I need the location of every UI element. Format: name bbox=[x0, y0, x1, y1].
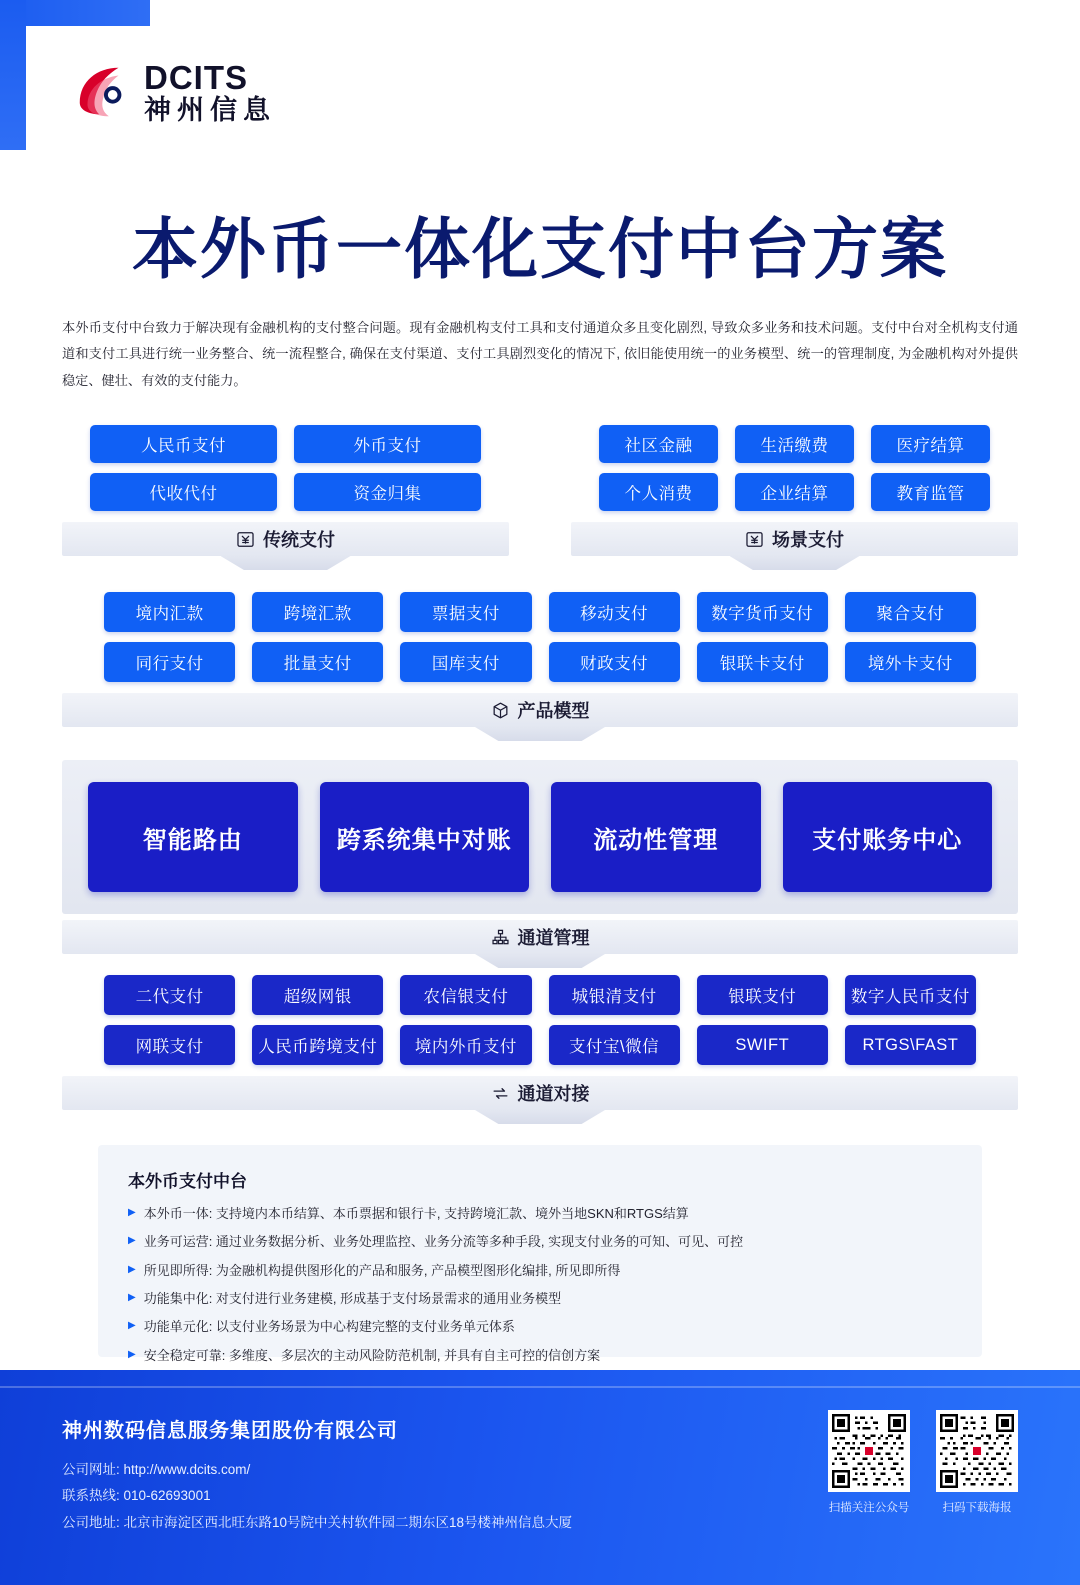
brand-name-en: DCITS bbox=[144, 59, 248, 97]
shelf-scenario bbox=[571, 522, 1018, 570]
info-item-text: 功能集中化: 对支付进行业务建模, 形成基于支付场景需求的通用业务模型 bbox=[143, 1291, 562, 1307]
bullet-arrow-icon: ▶ bbox=[128, 1235, 136, 1247]
footer-company-name: 神州数码信息服务集团股份有限公司 bbox=[62, 1420, 398, 1442]
group-traditional-payment bbox=[62, 425, 509, 570]
group-scenario-payment bbox=[571, 425, 1018, 570]
qr-caption-poster: 扫码下载海报 bbox=[942, 1502, 1012, 1514]
chip-docking-0[interactable]: 二代支付 bbox=[104, 975, 235, 1015]
info-item bbox=[128, 1205, 952, 1224]
footer-address: 公司地址: 北京市海淀区西北旺东路10号院中关村软件园二期东区18号楼神州信息大厦 bbox=[62, 1514, 573, 1530]
chip-docking-1[interactable]: 超级网银 bbox=[252, 975, 383, 1015]
chip-traditional-1[interactable]: 外币支付 bbox=[294, 425, 481, 463]
info-item-text: 业务可运营: 通过业务数据分析、业务处理监控、业务分流等多种手段, 实现支付业务的可知、可见、可控 bbox=[143, 1234, 744, 1250]
chip-docking-3[interactable]: 城银清支付 bbox=[549, 975, 680, 1015]
chip-docking-5[interactable]: 数字人民币支付 bbox=[845, 975, 976, 1015]
bullet-arrow-icon: ▶ bbox=[128, 1263, 136, 1275]
bullet-arrow-icon: ▶ bbox=[128, 1207, 136, 1218]
footer-contact-block bbox=[62, 1414, 572, 1536]
core-platform-band bbox=[62, 760, 1018, 914]
info-item bbox=[128, 1290, 952, 1309]
core-card-3[interactable]: 支付账务中心 bbox=[783, 782, 993, 892]
chip-product-9[interactable]: 财政支付 bbox=[549, 642, 680, 682]
shelf-text-channel-management: 通道管理 bbox=[517, 928, 590, 948]
shelf-chevron bbox=[475, 954, 605, 968]
chip-scenario-3[interactable]: 个人消费 bbox=[599, 473, 718, 511]
chip-product-11[interactable]: 境外卡支付 bbox=[845, 642, 976, 682]
chip-docking-2[interactable]: 农信银支付 bbox=[400, 975, 531, 1015]
chip-traditional-0[interactable]: 人民币支付 bbox=[90, 425, 277, 463]
chip-scenario-2[interactable]: 医疗结算 bbox=[871, 425, 990, 463]
shelf-text-channel-docking: 通道对接 bbox=[517, 1084, 590, 1104]
chip-docking-9[interactable]: 支付宝\微信 bbox=[549, 1025, 680, 1065]
yen-badge-icon bbox=[236, 530, 255, 549]
shelf-chevron bbox=[730, 556, 860, 570]
info-box bbox=[98, 1145, 982, 1363]
shelf-label-traditional bbox=[62, 522, 509, 556]
chip-scenario-1[interactable]: 生活缴费 bbox=[735, 425, 854, 463]
chip-docking-11[interactable]: RTGS\FAST bbox=[845, 1025, 976, 1065]
chip-product-10[interactable]: 银联卡支付 bbox=[697, 642, 828, 682]
chip-product-8[interactable]: 国库支付 bbox=[400, 642, 531, 682]
core-card-0[interactable]: 智能路由 bbox=[88, 782, 298, 892]
chip-product-4[interactable]: 数字货币支付 bbox=[697, 592, 828, 632]
chip-product-5[interactable]: 聚合支付 bbox=[845, 592, 976, 632]
chip-traditional-3[interactable]: 资金归集 bbox=[294, 473, 481, 511]
qr-item-wechat bbox=[828, 1410, 910, 1515]
info-item bbox=[128, 1347, 952, 1366]
cube-icon bbox=[491, 701, 510, 720]
chip-product-6[interactable]: 同行支付 bbox=[104, 642, 235, 682]
core-card-1[interactable]: 跨系统集中对账 bbox=[320, 782, 530, 892]
shelf-label-scenario bbox=[571, 522, 1018, 556]
chip-docking-10[interactable]: SWIFT bbox=[697, 1025, 828, 1065]
info-box-title: 本外币支付中台 bbox=[128, 1172, 247, 1191]
info-item bbox=[128, 1233, 952, 1252]
shelf-label-channel-management bbox=[62, 920, 1018, 954]
shelf-text-product-model: 产品模型 bbox=[517, 701, 590, 721]
info-item-text: 所见即所得: 为金融机构提供图形化的产品和服务, 产品模型图形化编排, 所见即所得 bbox=[143, 1262, 621, 1278]
chip-scenario-4[interactable]: 企业结算 bbox=[735, 473, 854, 511]
info-item bbox=[128, 1262, 952, 1281]
channel-docking-chip-grid bbox=[62, 975, 1018, 1065]
info-item-text: 功能单元化: 以支付业务场景为中心构建完整的支付业务单元体系 bbox=[143, 1319, 515, 1335]
shelf-traditional bbox=[62, 522, 509, 570]
qr-item-poster bbox=[936, 1410, 1018, 1515]
bullet-arrow-icon: ▶ bbox=[128, 1292, 136, 1304]
chip-product-1[interactable]: 跨境汇款 bbox=[252, 592, 383, 632]
info-item bbox=[128, 1318, 952, 1337]
footer-website[interactable]: 公司网址: http://www.dcits.com/ bbox=[62, 1462, 251, 1477]
bullet-arrow-icon: ▶ bbox=[128, 1320, 136, 1332]
chip-product-7[interactable]: 批量支付 bbox=[252, 642, 383, 682]
qr-codes bbox=[828, 1410, 1018, 1515]
exchange-icon bbox=[491, 1084, 510, 1103]
section-channel-management bbox=[62, 760, 1018, 968]
product-model-chip-grid bbox=[62, 592, 1018, 682]
chip-scenario-5[interactable]: 教育监管 bbox=[871, 473, 990, 511]
intro-paragraph: 本外币支付中台致力于解决现有金融机构的支付整合问题。现有金融机构支付工具和支付通道众多且变化剧烈, 导致众多业务和技术问题。支付中台对全机构支付通道和支付工具进行统一业务整合、统一流程整合, 确保在支付渠道、支付工具剧烈变化的情况下, 依旧能使用统一的业务模型、统一的管理制度, 为金融机构对外提供稳定、健壮、有效的支付能力。 bbox=[62, 320, 1018, 388]
footer-divider bbox=[0, 1386, 1080, 1388]
core-card-2[interactable]: 流动性管理 bbox=[551, 782, 761, 892]
qr-image-wechat bbox=[828, 1410, 910, 1492]
brand-name-cn: 神州信息 bbox=[144, 94, 276, 125]
scenario-chip-grid bbox=[571, 425, 1018, 511]
shelf-chevron bbox=[221, 556, 351, 570]
info-item-text: 本外币一体: 支持境内本币结算、本币票据和银行卡, 支持跨境汇款、境外当地SKN和RTGS结算 bbox=[143, 1206, 689, 1221]
shelf-label-channel-docking bbox=[62, 1076, 1018, 1110]
chip-docking-6[interactable]: 网联支付 bbox=[104, 1025, 235, 1065]
bullet-arrow-icon: ▶ bbox=[128, 1348, 136, 1360]
chip-product-2[interactable]: 票据支付 bbox=[400, 592, 531, 632]
info-item-text: 安全稳定可靠: 多维度、多层次的主动风险防范机制, 并具有自主可控的信创方案 bbox=[143, 1347, 601, 1363]
top-groups bbox=[62, 425, 1018, 570]
section-product-model bbox=[62, 592, 1018, 741]
shelf-chevron bbox=[475, 727, 605, 741]
shelf-label-product-model bbox=[62, 693, 1018, 727]
shelf-text-traditional: 传统支付 bbox=[263, 530, 335, 550]
brand-logo bbox=[72, 60, 276, 127]
chip-docking-8[interactable]: 境内外币支付 bbox=[400, 1025, 531, 1065]
chip-docking-7[interactable]: 人民币跨境支付 bbox=[252, 1025, 383, 1065]
traditional-chip-grid bbox=[62, 425, 509, 511]
page-title: 本外币一体化支付中台方案 bbox=[132, 212, 948, 286]
footer-hotline: 联系热线: 010-62693001 bbox=[62, 1488, 211, 1504]
shelf-product-model bbox=[62, 693, 1018, 741]
yen-badge-icon bbox=[745, 530, 764, 549]
qr-caption-wechat: 扫描关注公众号 bbox=[828, 1502, 910, 1514]
chip-scenario-0[interactable]: 社区金融 bbox=[599, 425, 718, 463]
section-channel-docking bbox=[62, 975, 1018, 1124]
chip-product-3[interactable]: 移动支付 bbox=[549, 592, 680, 632]
shelf-channel-management bbox=[62, 920, 1018, 968]
chip-docking-4[interactable]: 银联支付 bbox=[697, 975, 828, 1015]
dcits-logo-icon bbox=[72, 60, 134, 127]
sitemap-icon bbox=[491, 928, 510, 947]
shelf-chevron bbox=[475, 1110, 605, 1124]
shelf-channel-docking bbox=[62, 1076, 1018, 1124]
corner-accent-left bbox=[0, 0, 26, 150]
chip-traditional-2[interactable]: 代收代付 bbox=[90, 473, 277, 511]
chip-product-0[interactable]: 境内汇款 bbox=[104, 592, 235, 632]
shelf-text-scenario: 场景支付 bbox=[772, 530, 844, 550]
qr-image-poster bbox=[936, 1410, 1018, 1492]
footer bbox=[0, 1370, 1080, 1585]
